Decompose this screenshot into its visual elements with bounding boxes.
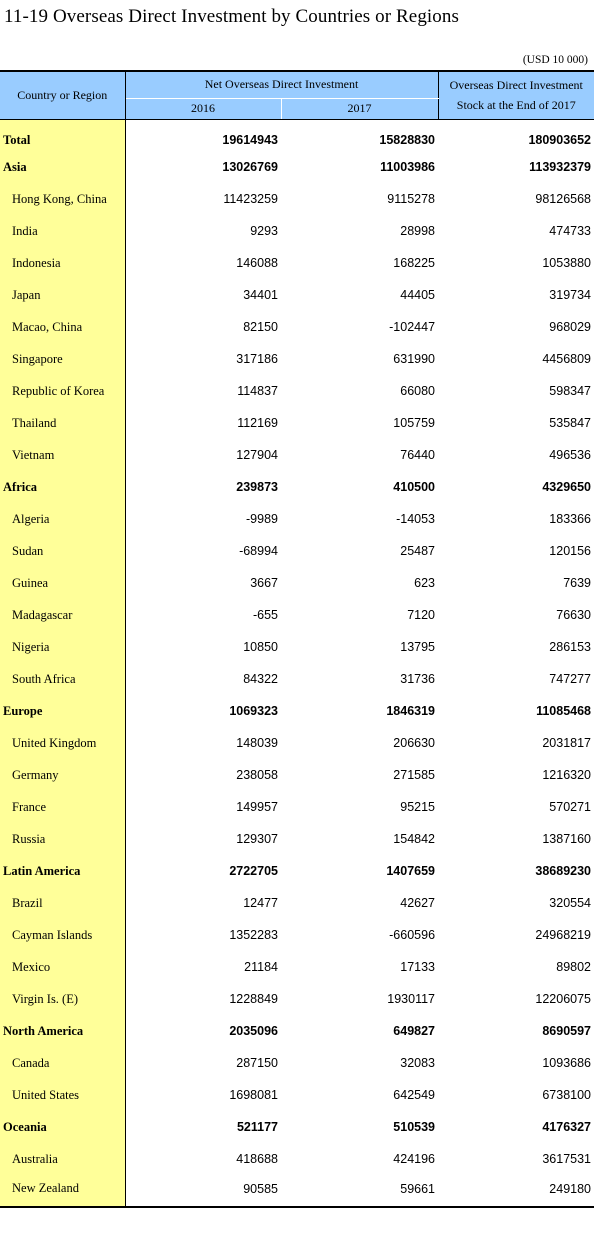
value-2017-cell: 105759 [393, 416, 436, 430]
region-name-cell: Indonesia [0, 247, 125, 279]
table-row [0, 1175, 594, 1207]
region-name-cell: Madagascar [0, 599, 125, 631]
stock-2017-cell: 76630 [556, 608, 592, 622]
stock-2017-cell: 474733 [549, 224, 592, 238]
region-name-cell: Sudan [0, 535, 125, 567]
value-2016-cell: 1698081 [229, 1088, 278, 1102]
table-row [0, 823, 594, 855]
value-2016-cell: -655 [252, 608, 278, 622]
value-2017-cell: 271585 [393, 768, 436, 782]
column-header-2017: 2017 [281, 98, 438, 119]
stock-2017-cell: 319734 [549, 288, 592, 302]
value-2016-cell: -68994 [239, 544, 278, 558]
value-2016-cell: 1352283 [229, 928, 278, 942]
region-name-cell: Australia [0, 1143, 125, 1175]
region-name-cell: Virgin Is. (E) [0, 983, 125, 1015]
value-2016-cell: 2035096 [229, 1024, 278, 1038]
region-name-cell: Germany [0, 759, 125, 791]
table-row-group [0, 1015, 594, 1047]
value-2017-cell: -102447 [389, 320, 436, 334]
value-2017-cell: 9115278 [387, 192, 436, 206]
value-2017-cell: 66080 [400, 384, 436, 398]
region-name-cell: United Kingdom [0, 727, 125, 759]
stock-2017-cell: 7639 [563, 576, 592, 590]
value-2016-cell: 287150 [236, 1056, 278, 1070]
region-name-cell: Algeria [0, 503, 125, 535]
value-2016-cell: 129307 [236, 832, 278, 846]
value-2017-cell: 154842 [393, 832, 436, 846]
table-row [0, 791, 594, 823]
table-row [0, 375, 594, 407]
stock-header-line2: Stock at the End of 2017 [456, 98, 576, 113]
value-2016-cell: 238058 [236, 768, 278, 782]
value-2016-cell: 1228849 [229, 992, 278, 1006]
table-row [0, 887, 594, 919]
stock-2017-cell: 2031817 [542, 736, 592, 750]
stock-2017-cell: 4176327 [542, 1120, 592, 1134]
value-2016-cell: 3667 [250, 576, 278, 590]
value-2017-cell: 510539 [393, 1120, 436, 1134]
stock-2017-cell: 24968219 [535, 928, 592, 942]
table-row [0, 183, 594, 215]
value-2017-cell: 76440 [400, 448, 436, 462]
stock-2017-cell: 320554 [549, 896, 592, 910]
value-2017-cell: 168225 [393, 256, 436, 270]
region-name-cell: Brazil [0, 887, 125, 919]
region-name-cell: United States [0, 1079, 125, 1111]
value-2017-cell: 7120 [407, 608, 436, 622]
value-2016-cell: 10850 [243, 640, 278, 654]
value-2017-cell: 42627 [400, 896, 436, 910]
region-name-cell: North America [0, 1015, 125, 1047]
value-2016-cell: 21184 [244, 960, 278, 974]
value-2017-cell: -660596 [389, 928, 436, 942]
value-2016-cell: 239873 [236, 480, 278, 494]
region-name-cell: Mexico [0, 951, 125, 983]
stock-2017-cell: 598347 [549, 384, 592, 398]
stock-2017-cell: 183366 [549, 512, 592, 526]
column-header-region: Country or Region [0, 71, 125, 119]
stock-header-line1: Overseas Direct Investment [449, 78, 583, 93]
table-row [0, 279, 594, 311]
value-2017-cell: 1407659 [386, 864, 436, 878]
value-2016-cell: 418688 [236, 1152, 278, 1166]
region-name-cell: Thailand [0, 407, 125, 439]
value-2017-cell: 13795 [400, 640, 436, 654]
column-header-net-investment: Net Overseas Direct Investment [125, 71, 438, 98]
table-row-group [0, 151, 594, 183]
table-row [0, 407, 594, 439]
value-2017-cell: 44405 [400, 288, 436, 302]
value-2017-cell: 11003986 [380, 160, 436, 174]
table-row [0, 343, 594, 375]
value-2016-cell: 12477 [243, 896, 278, 910]
region-name-cell: France [0, 791, 125, 823]
region-name-cell: Republic of Korea [0, 375, 125, 407]
stock-2017-cell: 4329650 [542, 480, 592, 494]
region-name-cell: Nigeria [0, 631, 125, 663]
region-name-cell: Macao, China [0, 311, 125, 343]
table-row [0, 951, 594, 983]
value-2016-cell: 90585 [125, 1175, 281, 1207]
table-row [0, 535, 594, 567]
region-name-cell: Japan [0, 279, 125, 311]
stock-2017-cell: 1387160 [542, 832, 592, 846]
value-2017-cell: 649827 [393, 1024, 436, 1038]
column-header-2016: 2016 [125, 98, 281, 119]
region-name-cell: Europe [0, 695, 125, 727]
stock-2017-cell: 4456809 [542, 352, 592, 366]
value-2016-cell: 146088 [236, 256, 278, 270]
region-name-cell: Singapore [0, 343, 125, 375]
stock-2017-cell: 1216320 [542, 768, 592, 782]
region-name-cell: South Africa [0, 663, 125, 695]
unit-note: (USD 10 000) [522, 54, 588, 66]
value-2016-cell: 82150 [243, 320, 278, 334]
region-name-cell: Asia [0, 151, 125, 183]
value-2017-cell: 1930117 [387, 992, 436, 1006]
stock-2017-cell: 747277 [549, 672, 592, 686]
table-row [0, 983, 594, 1015]
table-row [0, 599, 594, 631]
value-2016-cell: 148039 [236, 736, 278, 750]
table-row [0, 567, 594, 599]
table-row [0, 1047, 594, 1079]
stock-2017-cell: 8690597 [542, 1024, 592, 1038]
value-2016-cell: 521177 [236, 1120, 278, 1134]
stock-2017-cell: 570271 [549, 800, 592, 814]
region-name-cell: Africa [0, 471, 125, 503]
table-row-group [0, 855, 594, 887]
stock-2017-cell: 3617531 [542, 1152, 592, 1166]
stock-2017-cell: 12206075 [535, 992, 592, 1006]
value-2016-cell: 13026769 [222, 160, 278, 174]
region-name-cell: India [0, 215, 125, 247]
stock-2017-cell: 113932379 [529, 160, 592, 174]
stock-2017-cell: 968029 [549, 320, 592, 334]
table-row [0, 215, 594, 247]
stock-2017-cell: 38689230 [535, 864, 592, 878]
value-2017-cell: 17133 [400, 960, 436, 974]
value-2016-cell: -9989 [246, 512, 278, 526]
region-name-cell: Cayman Islands [0, 919, 125, 951]
value-2017-cell: 25487 [400, 544, 436, 558]
table-row [0, 439, 594, 471]
region-name-cell: Latin America [0, 855, 125, 887]
table-row-group [0, 471, 594, 503]
value-2016-cell: 112169 [237, 416, 278, 430]
table-row [0, 663, 594, 695]
page-title: 11-19 Overseas Direct Investment by Countries or Regions [4, 6, 459, 27]
table-row [0, 503, 594, 535]
value-2017-cell: 31736 [400, 672, 436, 686]
value-2017-cell: 424196 [393, 1152, 436, 1166]
region-name-cell: Guinea [0, 567, 125, 599]
region-name-cell: Hong Kong, China [0, 183, 125, 215]
table-row [0, 247, 594, 279]
value-2016-cell: 317186 [236, 352, 278, 366]
table-row [0, 311, 594, 343]
stock-2017-cell: 535847 [549, 416, 592, 430]
table-header [0, 71, 594, 119]
region-name-cell: New Zealand [0, 1175, 125, 1207]
value-2017-cell: 410500 [393, 480, 436, 494]
table-row [0, 1143, 594, 1175]
stock-2017-cell: 11085468 [536, 704, 592, 718]
stock-2017-cell: 180903652 [528, 133, 592, 148]
stock-2017-cell: 1053880 [542, 256, 592, 270]
value-2016-cell: 2722705 [229, 864, 278, 878]
value-2017-cell: 95215 [400, 800, 436, 814]
column-header-stock [438, 71, 594, 119]
table-row [0, 727, 594, 759]
stock-2017-cell: 249180 [438, 1175, 594, 1207]
value-2017-cell: 59661 [281, 1175, 438, 1207]
value-2016-cell: 127904 [236, 448, 278, 462]
value-2017-cell: -14053 [396, 512, 436, 526]
value-2016-cell: 34401 [243, 288, 278, 302]
value-2016-cell: 1069323 [229, 704, 278, 718]
investment-table [0, 70, 594, 1208]
value-2017-cell: 642549 [393, 1088, 436, 1102]
value-2017-cell: 623 [414, 576, 436, 590]
table-body [0, 119, 594, 1207]
stock-2017-cell: 120156 [549, 544, 592, 558]
value-2016-cell: 84322 [243, 672, 278, 686]
value-2017-cell: 32083 [400, 1056, 436, 1070]
stock-2017-cell: 89802 [556, 960, 592, 974]
stock-2017-cell: 496536 [549, 448, 592, 462]
value-2017-cell: 206630 [393, 736, 436, 750]
stock-2017-cell: 98126568 [535, 192, 592, 206]
value-2017-cell: 1846319 [386, 704, 436, 718]
region-name-cell: Total [0, 119, 125, 151]
value-2016-cell: 19614943 [222, 133, 278, 148]
stock-2017-cell: 1093686 [542, 1056, 592, 1070]
table-row [0, 759, 594, 791]
table-row-group [0, 1111, 594, 1143]
stock-2017-cell: 6738100 [542, 1088, 592, 1102]
value-2016-cell: 114837 [237, 384, 278, 398]
stock-2017-cell: 286153 [549, 640, 592, 654]
region-name-cell: Russia [0, 823, 125, 855]
value-2017-cell: 631990 [393, 352, 436, 366]
region-name-cell: Oceania [0, 1111, 125, 1143]
value-2017-cell: 15828830 [379, 133, 436, 148]
table-row-group [0, 695, 594, 727]
region-name-cell: Canada [0, 1047, 125, 1079]
table-row-group [0, 119, 594, 151]
table-row [0, 919, 594, 951]
value-2016-cell: 149957 [236, 800, 278, 814]
value-2017-cell: 28998 [400, 224, 436, 238]
region-name-cell: Vietnam [0, 439, 125, 471]
value-2016-cell: 11423259 [223, 192, 278, 206]
table-row [0, 1079, 594, 1111]
table-row [0, 631, 594, 663]
value-2016-cell: 9293 [250, 224, 278, 238]
